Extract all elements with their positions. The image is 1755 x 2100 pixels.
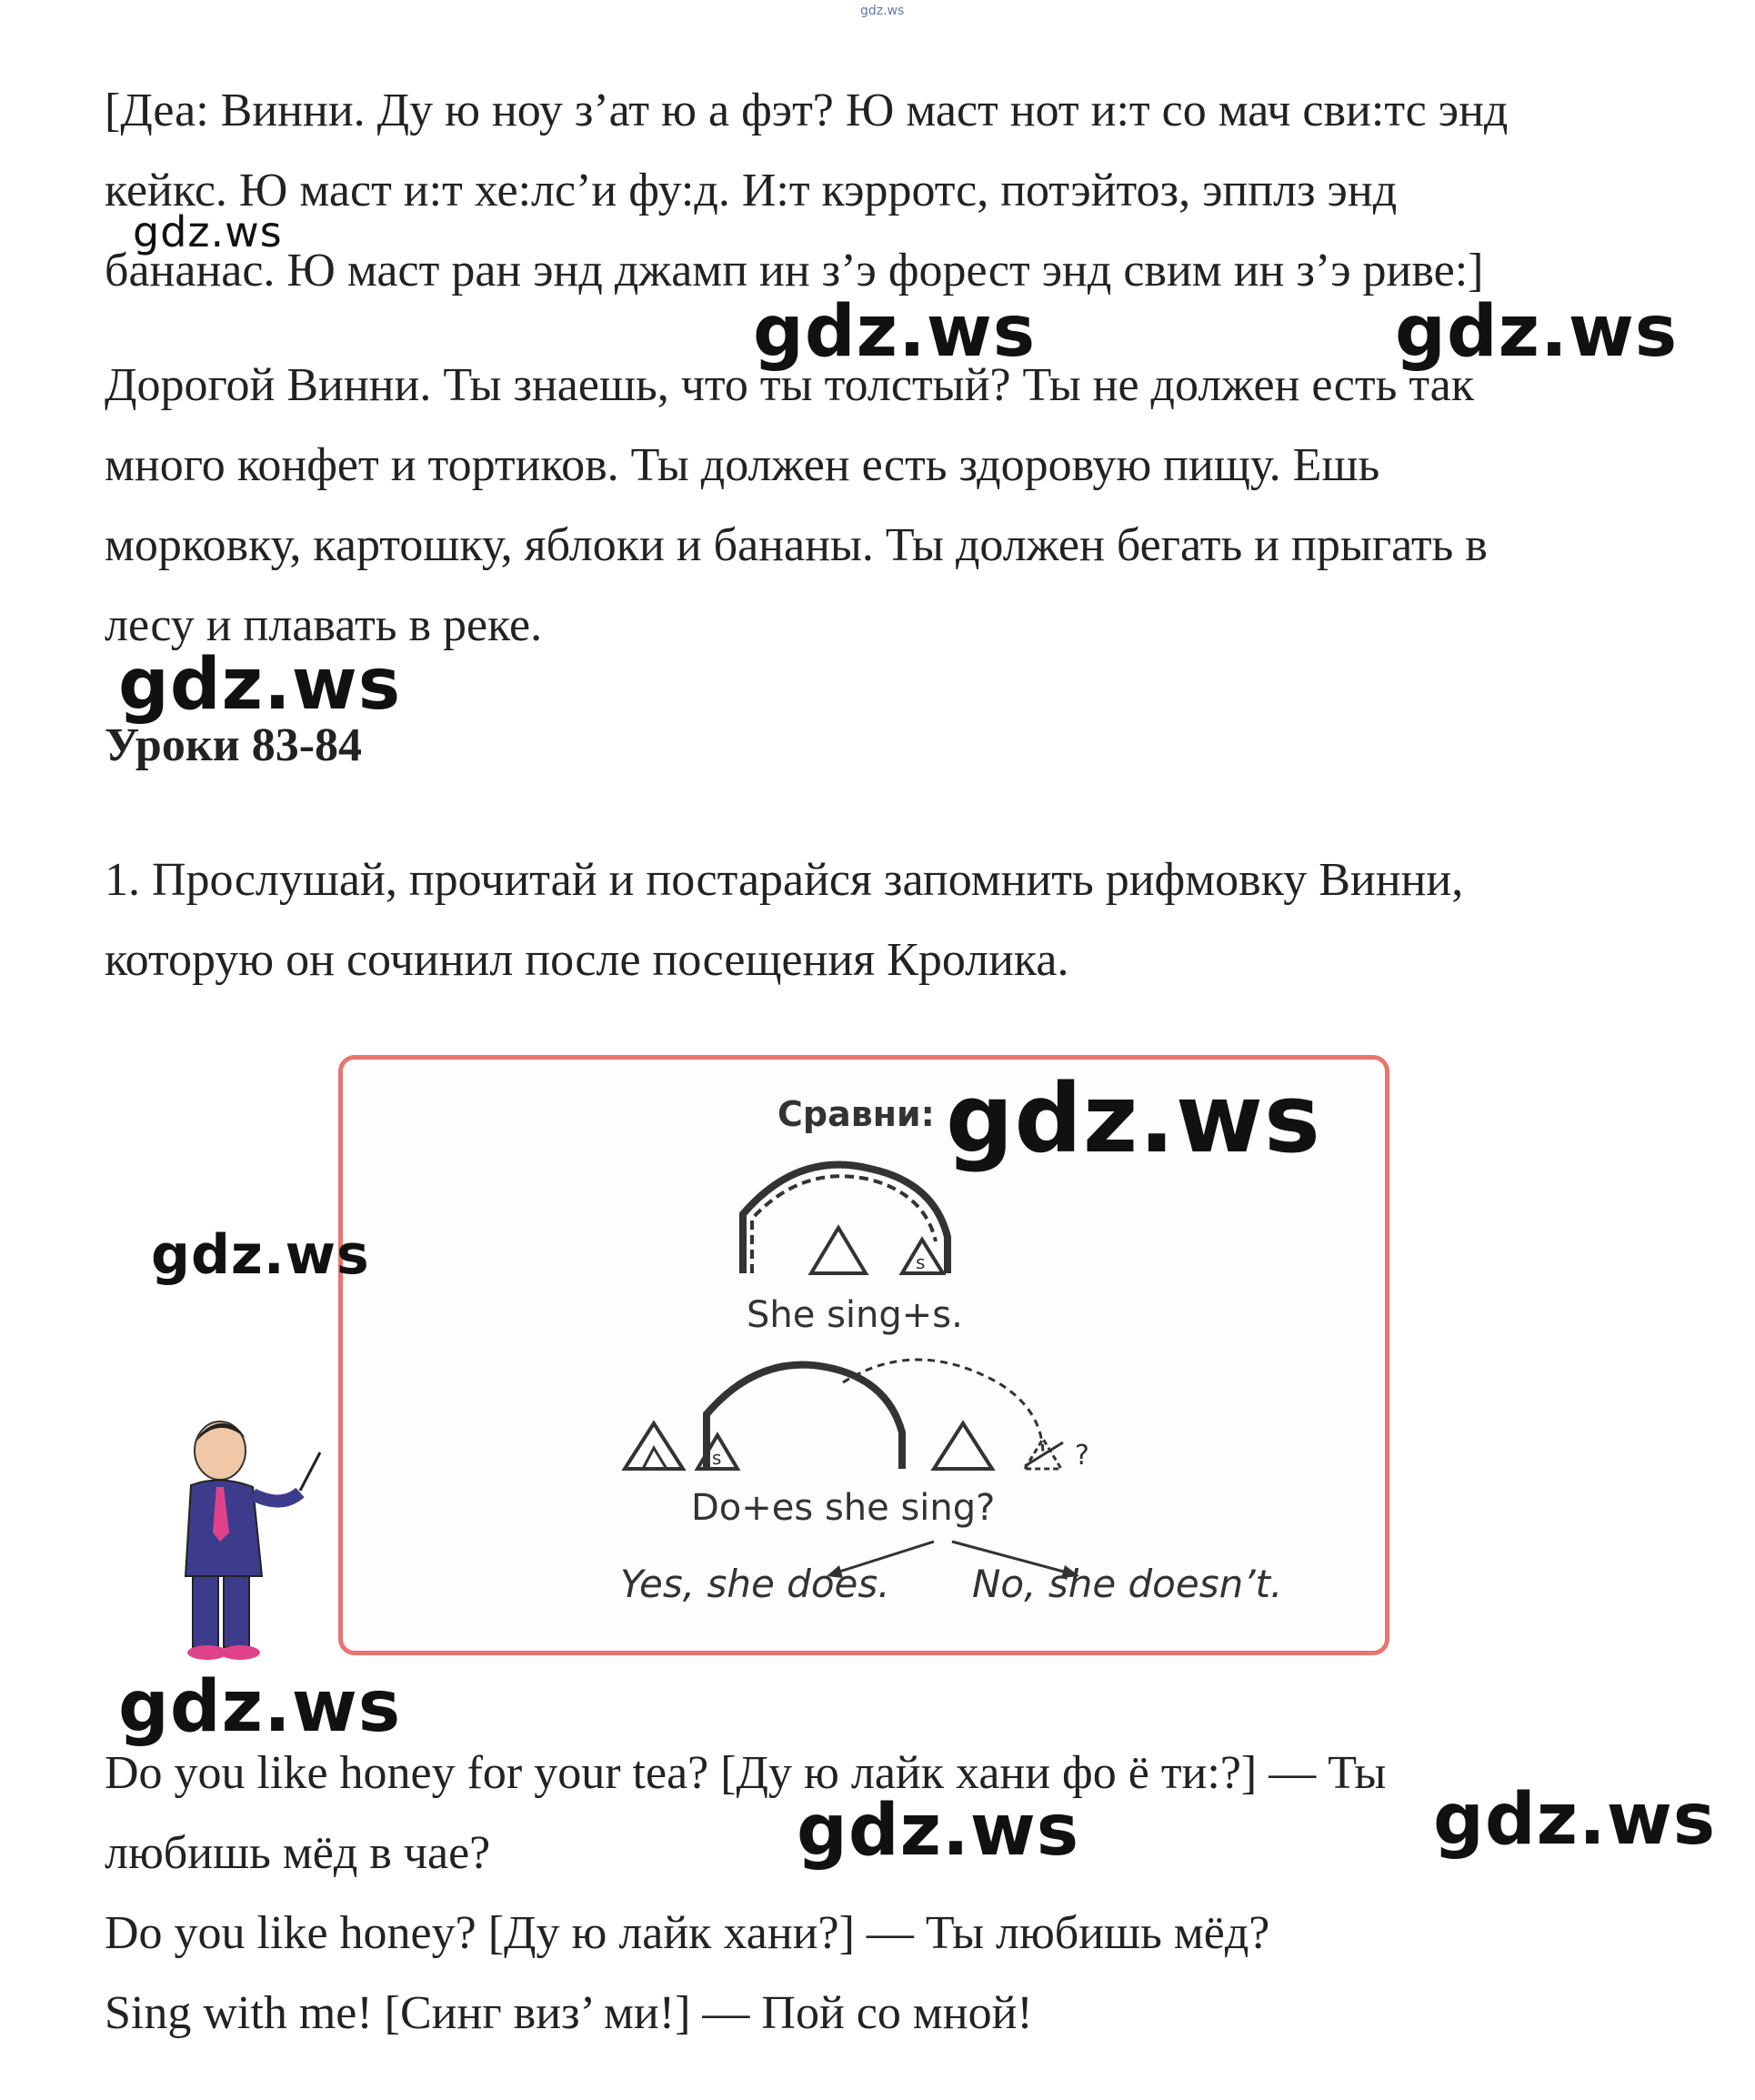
inner-triangle-icon (643, 1448, 667, 1469)
translation-paragraph (105, 346, 1705, 666)
transcription-line: бананас. Ю маст ран энд джамп ин з’э форест энд свим ин з’э риве:] (105, 245, 1484, 296)
pointer-icon (300, 1452, 320, 1491)
dotted-arch-icon (843, 1360, 1043, 1455)
sentence-statement: She sing+s. (747, 1294, 963, 1336)
watermark: gdz.ws (1433, 1779, 1717, 1861)
song-line: Do you like honey? [Ду ю лайк хани?] — Ты любишь мёд? (105, 1907, 1270, 1959)
teacher-leg-icon (193, 1576, 218, 1647)
translation-line: морковку, картошку, яблоки и бананы. Ты должен бегать и прыгать в (105, 519, 1488, 571)
answer-yes: Yes, she does. (620, 1562, 890, 1606)
watermark: gdz.ws (946, 1063, 1321, 1174)
translation-line: много конфет и тортиков. Ты должен есть здоровую пищу. Ешь (105, 439, 1380, 491)
watermark: gdz.ws (118, 1666, 402, 1748)
question-mark: ? (1075, 1440, 1089, 1472)
arch-diagram-statement (725, 1160, 979, 1278)
cross-line-icon (1025, 1442, 1063, 1466)
transcription-line: кейкс. Ю маст и:т хе:лс’и фу:д. И:т кэрротс, потэйтоз, эпплз энд (105, 165, 1398, 216)
s-marker: s (712, 1447, 722, 1469)
song-line: любишь мёд в чае? (105, 1827, 491, 1879)
watermark: gdz.ws (133, 207, 283, 256)
translation-line: лесу и плавать в реке. (105, 599, 543, 651)
song-line: Sing with me! [Синг виз’ ми!] — Пой со мной! (105, 1987, 1033, 2039)
watermark: gdz.ws (118, 644, 402, 726)
arch-pattern-icon (752, 1176, 936, 1273)
translation-line: Дорогой Винни. Ты знаешь, что ты толстый? Ты не должен есть так (105, 359, 1475, 411)
transcription-paragraph (105, 71, 1705, 311)
teacher-shoe-icon (220, 1645, 260, 1660)
watermark: gdz.ws (753, 291, 1037, 373)
figure-title: Сравни: (777, 1094, 935, 1134)
s-marker: s (916, 1251, 926, 1273)
watermark: gdz.ws (797, 1790, 1080, 1872)
arch-icon (707, 1365, 902, 1469)
answer-no: No, she doesn’t. (972, 1562, 1283, 1606)
task-line: 1. Прослушай, прочитай и постарайся запомнить рифмовку Винни, (105, 854, 1464, 906)
teacher-leg-icon (224, 1576, 249, 1647)
triangle-icon (934, 1423, 992, 1469)
teacher-illustration (164, 1414, 346, 1669)
arch-diagram-question (616, 1355, 1143, 1473)
transcription-line: [Деа: Винни. Ду ю ноу з’ат ю а фэт? Ю маст нот и:т со мач сви:тс энд (105, 85, 1509, 136)
song-line: Do you like honey for your tea? [Ду ю лайк хани фо ё ти:?] — Ты (105, 1747, 1387, 1799)
task-paragraph (105, 840, 1705, 1000)
sentence-question: Do+es she sing? (691, 1487, 996, 1529)
watermark: gdz.ws (151, 1223, 370, 1287)
task-line: которую он сочинил после посещения Кролика. (105, 934, 1069, 986)
triangle-icon (811, 1228, 866, 1273)
watermark: gdz.ws (1395, 291, 1679, 373)
teacher-arm-icon (253, 1492, 300, 1502)
site-mark: gdz.ws (860, 4, 905, 18)
lesson-heading: Уроки 83-84 (105, 719, 363, 771)
